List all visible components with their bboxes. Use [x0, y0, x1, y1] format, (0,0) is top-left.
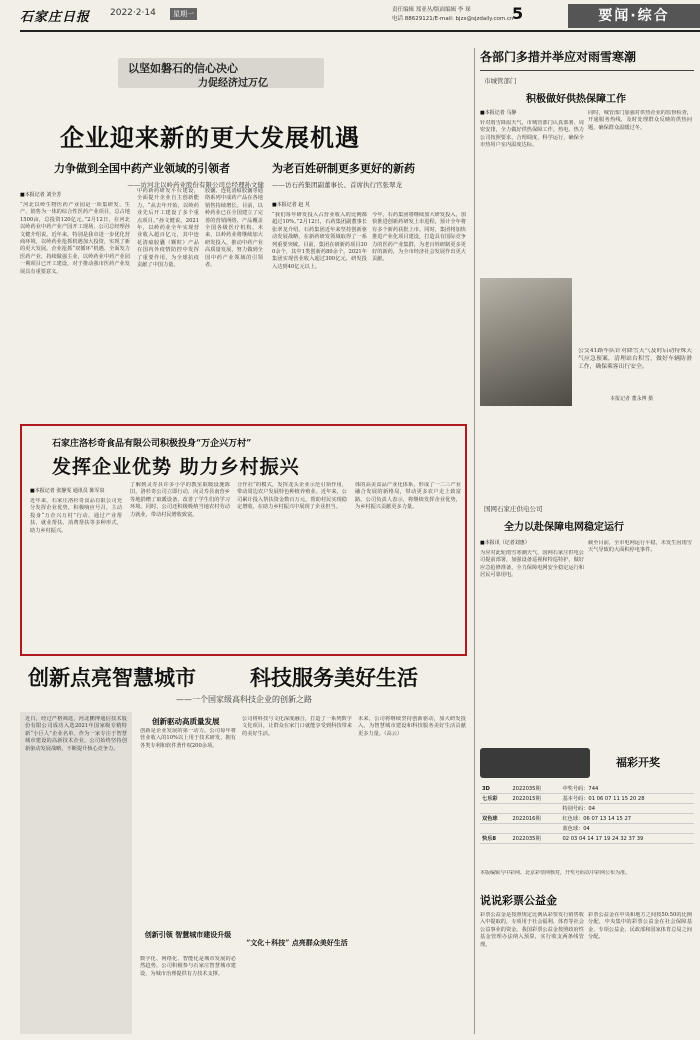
bottom-col-a: 创新是企业发展的第一动力。公司每年将营业收入的10%以上用于技术研发，拥有各类专利和软件著作权200余项。: [140, 728, 236, 749]
right-top-headline: 各部门多措并举应对雨雪寒潮: [480, 50, 637, 64]
article-right-col2: 今年，石药集团将继续加大研发投入，加快推进创新药研发上市进程，预计全年将有多个新药获批上市。同时，集团将加快推进产业化项目建设，打造具有国际竞争力的医药产业集群，为老百姓研制更多更好的新药，为全市经济社会发展作出更大贡献。: [372, 212, 466, 263]
right-top-col2: 同时，城管部门加强对供热企业的监督检查，开通服务热线，及时处理群众反映的供热问题，确保群众温暖过冬。: [588, 110, 692, 131]
lottery-result: 02 03 04 14 17 19 24 32 37 39: [560, 834, 694, 844]
second-headline-part2: 科技服务美好生活: [250, 665, 418, 690]
right-top-kicker: 市城管部门: [484, 77, 517, 85]
banner: [118, 52, 324, 92]
news-photo: [480, 278, 572, 406]
main-headline: 企业迎来新的更大发展机遇: [60, 123, 360, 152]
lottery-name: 快乐8: [480, 834, 510, 844]
banner-line2: 力促经济过万亿: [198, 78, 268, 89]
highlight-col3: 合作社”的模式，发挥龙头企业示范引领作用，带动周边农户发展特色种植养殖业。近年来，公司累计投入帮扶资金数百万元，帮助村民实现稳定增收，在助力乡村振兴中展现了企业担当。: [237, 482, 347, 511]
lottery-result: 蓝色球：04: [560, 824, 694, 834]
right-bottom-col1: 彩票公益金是按照规定比例从彩票发行销售收入中提取的，专项用于社会福利、体育等社会公益事业的资金。我国彩票公益金按照政府性基金管理办法纳入预算，实行收支两条线管理。: [480, 912, 584, 948]
right-top-col1: 针对雨雪降温天气，市城管部门认真部署、周密安排，全力做好供热保障工作。热电、热力公司按照要求，合理调度、科学运行，确保全市热用户室内温度达标。: [480, 120, 584, 149]
lottery-issue: 2022035期: [510, 834, 560, 844]
right-top-byline: ■本报记者 马静: [480, 110, 517, 116]
masthead: [0, 0, 700, 44]
lottery-section: [480, 748, 694, 886]
second-headline-part1: 创新点亮智慧城市: [28, 665, 196, 690]
lottery-row: [480, 794, 694, 804]
right-bottom-section: [480, 892, 694, 1034]
bottom-col-b: 数字化、网络化、智能化是城市发展的必然趋势。公司积极参与石家庄智慧城市建设，为城市治理提供有力技术支撑。: [140, 956, 236, 977]
banner-line1: 以坚如磐石的信心决心: [128, 62, 238, 75]
lottery-result: 基本号码：01 06 07 11 15 20 28: [560, 794, 694, 804]
highlight-col4: 体的高美食品产业化体系，形成了一二三产业融合发展的新格局，带动更多农户走上致富路。公司负责人表示，将继续发挥企业优势，为乡村振兴贡献更多力量。: [355, 482, 461, 511]
lottery-name: 3D: [480, 784, 510, 794]
second-headline-subtitle: ——一个国家级高科技企业的创新之路: [176, 695, 312, 704]
lottery-row: [480, 824, 694, 834]
right-top-title: 积极做好供热保障工作: [526, 94, 626, 105]
highlight-byline: ■本报记者 张静雯 通讯员 陈军泉: [30, 488, 105, 494]
bottom-col-c: 公司将科技与文化深度融合，打造了一系列数字文化项目，让群众在家门口就能享受到科技带来的美好生活。: [242, 716, 352, 737]
bottom-col-d: 未来，公司将继续坚持创新驱动，加大研发投入，为智慧城市建设和科技服务美好生活贡献更多力量。（高云）: [358, 716, 466, 737]
highlight-article: [20, 424, 467, 656]
highlight-col2: 了解到灵寿县许多小学的教室取暖设施陈旧，洛杉奇公司立即行动，向灵寿县南营乡等地捐赠了取暖设备，改善了学生们的学习环境。同时，公司还积极吸纳当地农村劳动力就业，带动村民增收致富。: [130, 482, 230, 518]
right-mid-title: 全力以赴保障电网稳定运行: [504, 522, 624, 533]
article-left-col1: “河北以岭生物医药产业园是一项集研发、生产、销售为一体的综合性医药产业项目，总占地1500亩，总投资120亿元。”2月12日，在河北以岭药业中药产业产园开工现场，公司总经理孙文健介绍说。近年来，特别是我市进一步优化营商环境，以岭药业抢抓机遇加大投资，实现了新的更大发展。企业抢抓“双循环”机遇、全面发力医药产业，持续做强主业，以岭药业中药产业园一期项目已开工建设，对于推动我市医药产业发展具有重要意义。: [20, 202, 130, 275]
article-right-subtitle: ——访石药集团副董事长、首席执行官张翠龙: [272, 181, 402, 189]
article-right-col1: “我们每年研发投入占营业收入的比例都超过10%。”2月12日，石药集团副董事长张翠龙介绍。石药集团近年来坚持创新驱动发展战略，在新药研发领域取得了一系列重要突破。目前，集团在研新药项目300余个，其中1类创新药80余个。2021年集团实现营业收入超过300亿元，研发投入达到40亿元以上。: [272, 212, 367, 270]
page-number: 5: [512, 4, 524, 23]
right-bottom-title: 说说彩票公益金: [480, 894, 557, 907]
intro-box: [20, 712, 132, 1034]
lottery-name: 七乐彩: [480, 794, 510, 804]
lottery-note: 本版编辑与中彩网、北京彩票网核对，开奖号码以中彩网公布为准。: [480, 870, 631, 876]
article-left-byline: ■本报记者 刘全芳: [20, 192, 62, 198]
lottery-issue: 2022035期: [510, 784, 560, 794]
highlight-headline: 发挥企业优势 助力乡村振兴: [52, 456, 300, 478]
article-right-title: 为老百姓研制更多更好的新药: [272, 162, 415, 175]
right-top-section: [480, 48, 694, 408]
bottom-sub2: 创新引领 智慧城市建设升级: [144, 930, 232, 939]
lottery-issue: 2022015期: [510, 794, 560, 804]
right-mid-col1: 为应对此轮雨雪寒潮天气，国网石家庄供电公司提前部署，加强设备巡视和特巡特护，做好应急抢修准备，全力保障电网安全稳定运行和居民可靠用电。: [480, 550, 584, 579]
article-left-col3: 胶囊、连花清瘟胶囊等通络系列中成药产品在各地销售持续增长。目前，以岭药业已在全国建立了完善的营销网络，产品覆盖全国各级医疗机构。未来，以岭药业将继续加大研发投入，推动中药产业高质量发展，努力做到全国中药产业领域的引领者。: [205, 188, 263, 269]
section-title: 要闻·综合: [568, 4, 700, 28]
highlight-kicker: 石家庄洛杉奇食品有限公司积极投身“万企兴万村”: [52, 439, 252, 449]
article-right: [272, 160, 466, 422]
second-headline: [28, 662, 468, 712]
lottery-result: 特别号码：04: [560, 804, 694, 814]
lottery-row: [480, 784, 694, 794]
lottery-result: 红色球：06 07 13 14 15 27: [560, 814, 694, 824]
right-bottom-col2: 彩票公益金在中央和地方之间按50:50的比例分配，中央集中的彩票公益金在社会保障基金、专项公益金、民政部和国家体育总局之间分配。: [588, 912, 692, 941]
contact-info: 电话 88629121/E-mail: bjzx@sjzdaily.com.cn: [392, 16, 514, 22]
highlight-col1: 近年来，石家庄洛杉奇食品有限公司充分发挥企业优势，积极响应号召，主动投身“万企兴万村”行动，通过产业帮扶、就业帮扶、消费帮扶等多种形式，助力乡村振兴。: [30, 498, 122, 534]
weekday-badge: 星期一: [170, 8, 197, 20]
article-right-byline: ■本报记者 赵 芃: [272, 202, 310, 208]
right-mid-kicker: 国网石家庄供电公司: [484, 505, 543, 513]
lottery-logo: [480, 748, 590, 778]
editor-info: 责任编辑 郑亚丛/版面编辑 李 琛: [392, 7, 471, 13]
lottery-name: 双色球: [480, 814, 510, 824]
right-mid-section: [480, 500, 694, 740]
lottery-issue: [510, 824, 560, 834]
issue-date: 2022·2·14: [110, 8, 156, 18]
photo-caption: 公交41路车队针对降雪天气及时启动特殊天气应急预案，清理站台积雪，做好车辆防滑工作，确保乘客出行安全。: [578, 348, 692, 370]
lottery-issue: [510, 804, 560, 814]
lottery-result: 中奖号码：744: [560, 784, 694, 794]
bottom-section: [20, 712, 467, 1034]
lottery-issue: 2022016期: [510, 814, 560, 824]
lottery-name: [480, 824, 510, 834]
newspaper-logo: 石家庄日报: [20, 10, 91, 25]
bottom-intro: 近日，经过严格筛选，河北鹏博通信技术股份有限公司成功入选2021年国家级专精特新“小巨人”企业名单。作为一家专注于智慧城市建设的高新技术企业，公司始终坚持创新驱动发展战略，不断提升核心竞争力。: [25, 716, 127, 752]
masthead-rule: [20, 30, 700, 32]
lottery-name: [480, 804, 510, 814]
lottery-row: [480, 834, 694, 844]
column-divider: [474, 48, 475, 1034]
bottom-sub3: “文化＋科技” 点亮群众美好生活: [246, 938, 348, 947]
article-left: [20, 160, 264, 422]
lottery-table: [480, 784, 694, 844]
photo-credit: 本报记者 董永博 摄: [610, 396, 654, 402]
lottery-row: [480, 814, 694, 824]
lottery-table-wrap: [480, 784, 694, 844]
article-left-subtitle: ——访河北以岭药业股份有限公司总经理孙文健: [127, 181, 264, 189]
right-mid-col2: 截至目前，全市电网运行平稳，未发生因雨雪天气导致的大面积停电事件。: [588, 540, 692, 554]
bottom-sub1: 创新驱动高质量发展: [152, 717, 220, 726]
lottery-row: [480, 804, 694, 814]
article-left-title: 力争做到全国中药产业领域的引领者: [54, 162, 230, 175]
lottery-header: 福彩开奖: [616, 756, 660, 769]
article-left-col2: 中药新药研发平台建设，全面提升企业自主创新能力。“从去年开始，以岭药业先后开工建设了多个重点项目。”孙文健说，2021年，以岭药业全年实现营业收入超百亿元，其中连花清瘟胶囊（颗粒）产品在国内外疫情防控中发挥了重要作用，为全球抗疫贡献了中国力量。: [137, 188, 199, 269]
right-top-rule: [480, 70, 694, 71]
right-mid-byline: ■本报讯（记者刘惠）: [480, 540, 530, 546]
